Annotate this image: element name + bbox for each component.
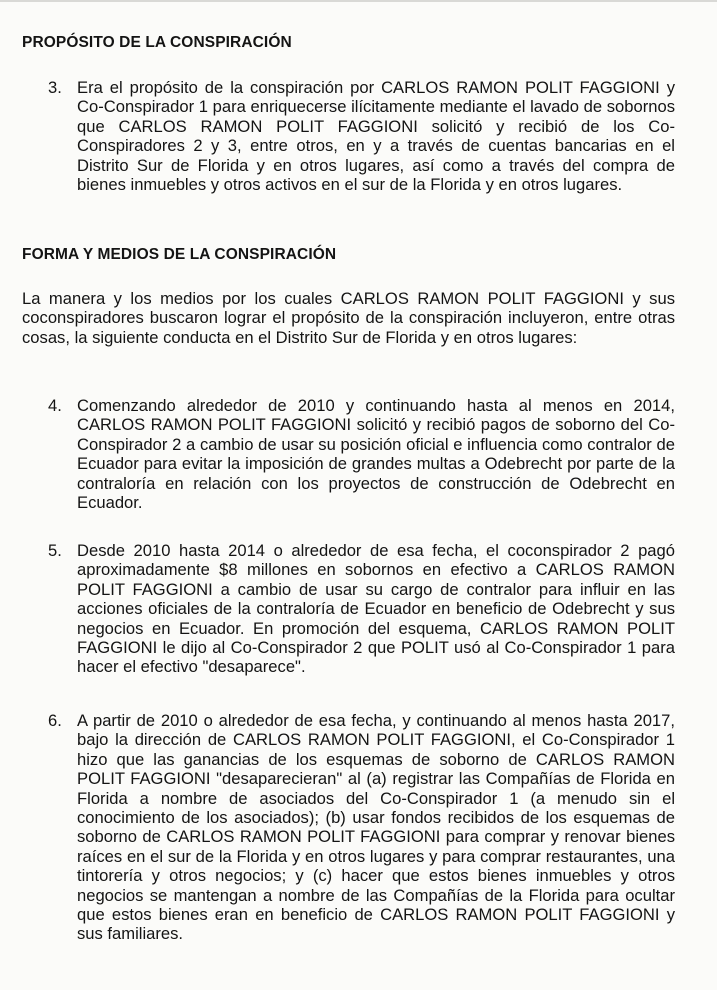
item-4-paragraph: Comenzando alrededor de 2010 y continuando hasta al menos en 2014, CARLOS RAMON POLIT FAGGIONI solicitó y recibió pagos de soborno del Co-Conspirador 2 a cambio de usar su posición oficial e influencia como contralor de Ecuador para evitar la imposición de grandes multas a Odebrecht por parte de la contraloría en relación con los proyectos de construcción de Odebrecht en Ecuador. xyxy=(77,396,675,513)
item-5-number: 5. xyxy=(48,541,62,560)
item-6-paragraph: A partir de 2010 o alrededor de esa fecha, y continuando al menos hasta 2017, bajo la dirección de CARLOS RAMON POLIT FAGGIONI, el Co-Conspirador 1 hizo que las ganancias de los esquemas de soborno de CARLOS RAMON POLIT FAGGIONI "desaparecieran" al (a) registrar las Compañías de Florida en Florida a nombre de asociados del Co-Conspirador 1 (a menudo sin el conocimiento de los asociados); (b) usar fondos recibidos de los esquemas de soborno de CARLOS RAMON POLIT FAGGIONI para comprar y renovar bienes raíces en el sur de la Florida y en otros lugares y para comprar restaurantes, una tintorería y otros negocios; y (c) hacer que estos bienes inmuebles y otros negocios se mantengan a nombre de las Compañías de la Florida para ocultar que estos bienes eran en beneficio de CARLOS RAMON POLIT FAGGIONI y sus familiares. xyxy=(77,711,675,944)
means-intro-paragraph: La manera y los medios por los cuales CARLOS RAMON POLIT FAGGIONI y sus coconspiradores buscaron lograr el propósito de la conspiración incluyeron, entre otras cosas, la siguiente conducta en el Distrito Sur de Florida y en otros lugares: xyxy=(22,289,675,347)
page-top-divider xyxy=(0,0,717,2)
item-6-number: 6. xyxy=(48,711,62,730)
section-heading-means: FORMA Y MEDIOS DE LA CONSPIRACIÓN xyxy=(22,246,337,263)
item-3-number: 3. xyxy=(48,78,62,97)
section-heading-purpose: PROPÓSITO DE LA CONSPIRACIÓN xyxy=(22,34,292,51)
item-4-number: 4. xyxy=(48,396,62,415)
item-5-paragraph: Desde 2010 hasta 2014 o alrededor de esa fecha, el coconspirador 2 pagó aproximadamente $8 millones en sobornos en efectivo a CARLOS RAMON POLIT FAGGIONI a cambio de usar su cargo de contralor para influir en las acciones oficiales de la contraloría de Ecuador en beneficio de Odebrecht y sus negocios en Ecuador. En promoción del esquema, CARLOS RAMON POLIT FAGGIONI le dijo al Co-Conspirador 2 que POLIT usó al Co-Conspirador 1 para hacer el efectivo "desaparece". xyxy=(77,541,675,677)
item-3-paragraph: Era el propósito de la conspiración por CARLOS RAMON POLIT FAGGIONI y Co-Conspirador 1 para enriquecerse ilícitamente mediante el lavado de sobornos que CARLOS RAMON POLIT FAGGIONI solicitó y recibió de los Co-Conspiradores 2 y 3, entre otros, en y a través de cuentas bancarias en el Distrito Sur de Florida y en otros lugares, así como a través del compra de bienes inmuebles y otros activos en el sur de la Florida y en otros lugares. xyxy=(77,78,675,195)
